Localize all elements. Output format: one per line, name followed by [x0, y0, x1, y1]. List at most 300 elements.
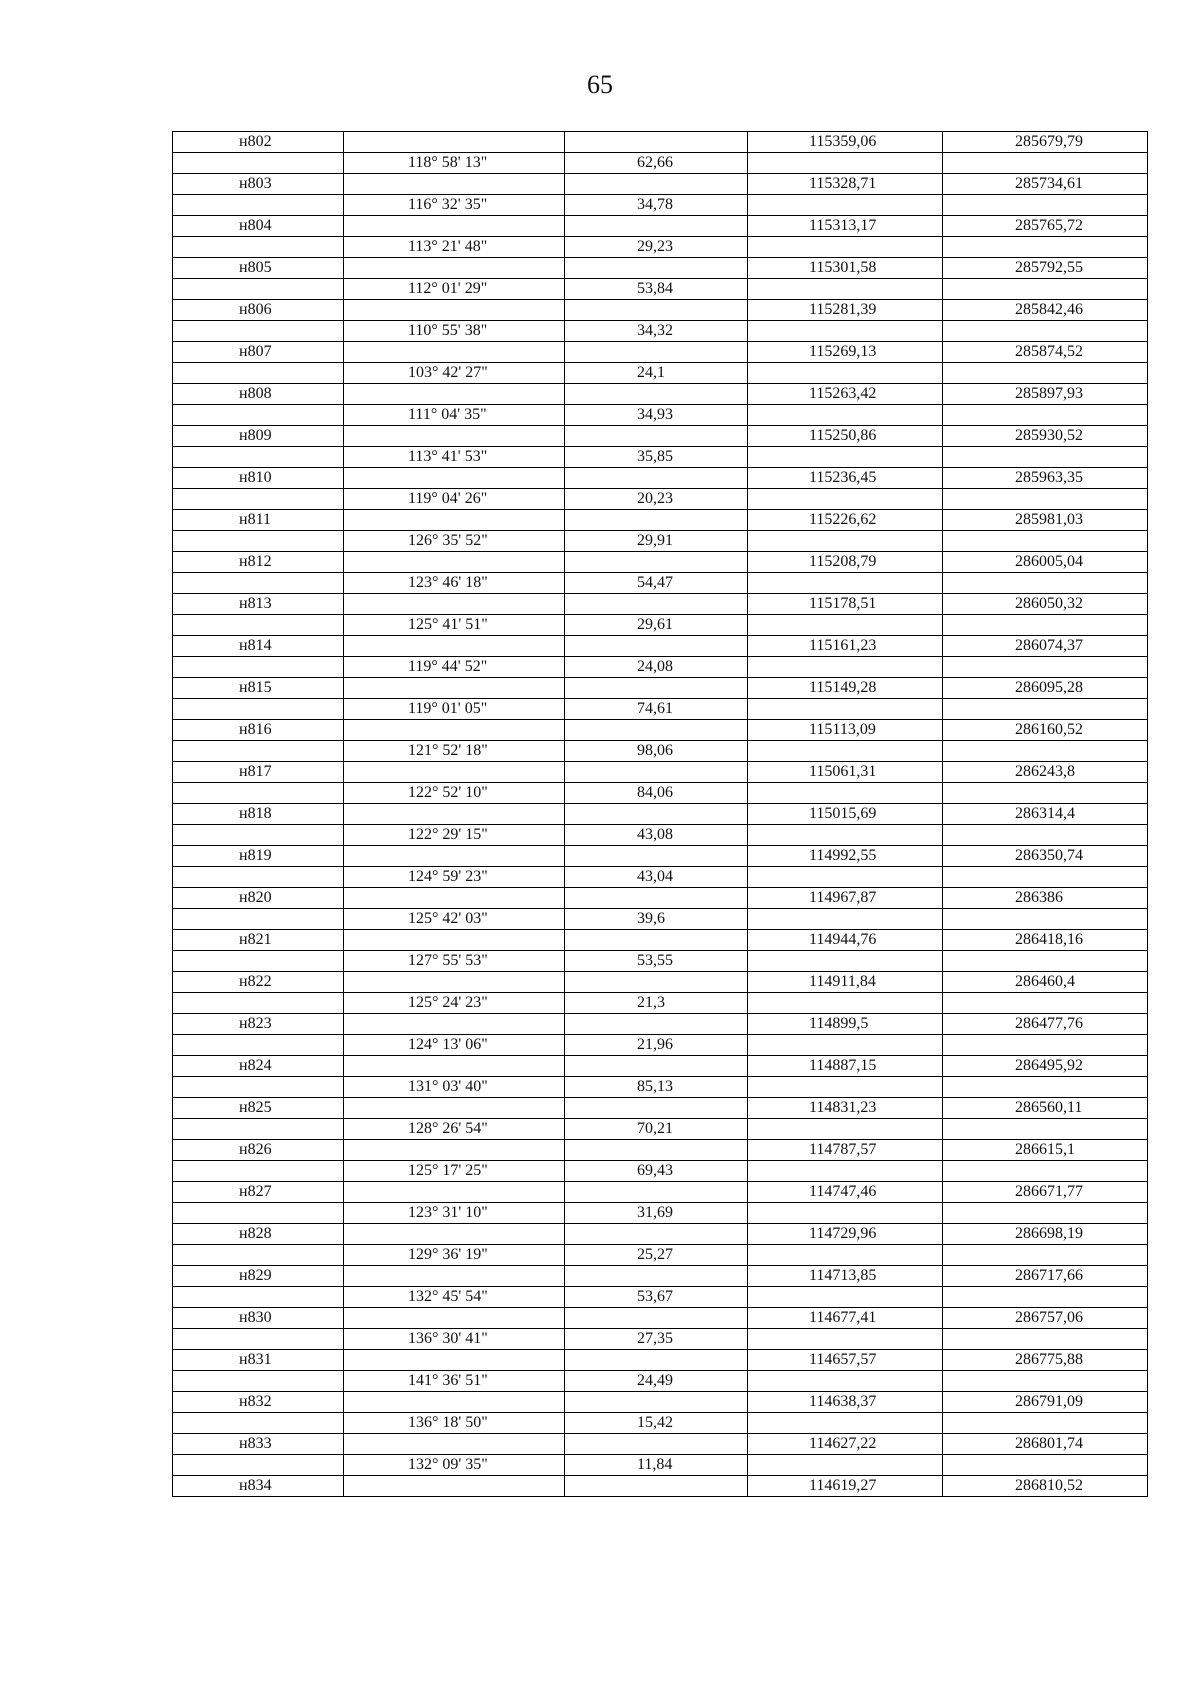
empty-cell: [344, 174, 565, 195]
point-row: [173, 1182, 1148, 1203]
segment-distance: 74,61: [565, 699, 748, 720]
empty-cell: [173, 1245, 344, 1266]
empty-cell: [943, 237, 1148, 258]
segment-angle: 123° 31' 10": [344, 1203, 565, 1224]
empty-cell: [173, 825, 344, 846]
segment-row: [173, 153, 1148, 174]
point-name: н802: [173, 132, 344, 153]
empty-cell: [173, 783, 344, 804]
segment-row: [173, 279, 1148, 300]
empty-cell: [344, 888, 565, 909]
segment-row: [173, 489, 1148, 510]
segment-angle: 119° 04' 26": [344, 489, 565, 510]
segment-distance: 34,32: [565, 321, 748, 342]
empty-cell: [943, 1119, 1148, 1140]
empty-cell: [344, 972, 565, 993]
empty-cell: [173, 1203, 344, 1224]
empty-cell: [748, 363, 943, 384]
segment-row: [173, 1329, 1148, 1350]
point-name: н808: [173, 384, 344, 405]
segment-distance: 53,55: [565, 951, 748, 972]
point-name: н813: [173, 594, 344, 615]
empty-cell: [943, 909, 1148, 930]
empty-cell: [943, 993, 1148, 1014]
point-row: [173, 1266, 1148, 1287]
empty-cell: [748, 153, 943, 174]
segment-row: [173, 1413, 1148, 1434]
point-row: [173, 846, 1148, 867]
point-y: 286095,28: [943, 678, 1148, 699]
point-name: н826: [173, 1140, 344, 1161]
point-row: [173, 258, 1148, 279]
segment-distance: 24,08: [565, 657, 748, 678]
segment-distance: 69,43: [565, 1161, 748, 1182]
empty-cell: [565, 132, 748, 153]
point-x: 114747,46: [748, 1182, 943, 1203]
point-y: 286671,77: [943, 1182, 1148, 1203]
point-y: 286615,1: [943, 1140, 1148, 1161]
empty-cell: [173, 1119, 344, 1140]
segment-angle: 103° 42' 27": [344, 363, 565, 384]
empty-cell: [943, 531, 1148, 552]
segment-row: [173, 405, 1148, 426]
point-row: [173, 1308, 1148, 1329]
empty-cell: [565, 258, 748, 279]
segment-angle: 122° 52' 10": [344, 783, 565, 804]
empty-cell: [943, 699, 1148, 720]
point-x: 114619,27: [748, 1476, 943, 1497]
point-x: 114787,57: [748, 1140, 943, 1161]
segment-angle: 141° 36' 51": [344, 1371, 565, 1392]
point-y: 286350,74: [943, 846, 1148, 867]
point-row: [173, 342, 1148, 363]
point-y: 286386: [943, 888, 1148, 909]
empty-cell: [748, 531, 943, 552]
point-name: н816: [173, 720, 344, 741]
point-row: [173, 972, 1148, 993]
point-y: 285930,52: [943, 426, 1148, 447]
point-row: [173, 1014, 1148, 1035]
empty-cell: [748, 1329, 943, 1350]
empty-cell: [565, 384, 748, 405]
empty-cell: [565, 468, 748, 489]
segment-angle: 124° 59' 23": [344, 867, 565, 888]
segment-distance: 43,04: [565, 867, 748, 888]
empty-cell: [943, 1161, 1148, 1182]
point-x: 115226,62: [748, 510, 943, 531]
segment-row: [173, 825, 1148, 846]
empty-cell: [943, 153, 1148, 174]
empty-cell: [748, 867, 943, 888]
segment-distance: 84,06: [565, 783, 748, 804]
point-name: н819: [173, 846, 344, 867]
empty-cell: [943, 321, 1148, 342]
segment-angle: 118° 58' 13": [344, 153, 565, 174]
point-row: [173, 1476, 1148, 1497]
empty-cell: [344, 384, 565, 405]
point-row: [173, 1140, 1148, 1161]
segment-distance: 24,1: [565, 363, 748, 384]
empty-cell: [943, 195, 1148, 216]
point-row: [173, 888, 1148, 909]
segment-angle: 116° 32' 35": [344, 195, 565, 216]
segment-angle: 124° 13' 06": [344, 1035, 565, 1056]
empty-cell: [344, 300, 565, 321]
segment-row: [173, 1119, 1148, 1140]
point-name: н807: [173, 342, 344, 363]
point-y: 285897,93: [943, 384, 1148, 405]
segment-angle: 119° 44' 52": [344, 657, 565, 678]
point-y: 286460,4: [943, 972, 1148, 993]
empty-cell: [344, 930, 565, 951]
empty-cell: [565, 888, 748, 909]
point-y: 286005,04: [943, 552, 1148, 573]
empty-cell: [748, 783, 943, 804]
point-y: 286698,19: [943, 1224, 1148, 1245]
point-y: 285981,03: [943, 510, 1148, 531]
empty-cell: [748, 1371, 943, 1392]
point-name: н829: [173, 1266, 344, 1287]
empty-cell: [173, 447, 344, 468]
empty-cell: [344, 1224, 565, 1245]
empty-cell: [565, 972, 748, 993]
empty-cell: [943, 1035, 1148, 1056]
empty-cell: [565, 216, 748, 237]
empty-cell: [344, 1392, 565, 1413]
point-name: н832: [173, 1392, 344, 1413]
segment-row: [173, 1035, 1148, 1056]
point-x: 114677,41: [748, 1308, 943, 1329]
empty-cell: [565, 762, 748, 783]
empty-cell: [943, 1371, 1148, 1392]
segment-distance: 29,23: [565, 237, 748, 258]
segment-angle: 111° 04' 35": [344, 405, 565, 426]
empty-cell: [344, 258, 565, 279]
point-row: [173, 720, 1148, 741]
segment-row: [173, 993, 1148, 1014]
point-y: 285874,52: [943, 342, 1148, 363]
empty-cell: [748, 405, 943, 426]
empty-cell: [344, 468, 565, 489]
empty-cell: [173, 195, 344, 216]
empty-cell: [565, 1140, 748, 1161]
empty-cell: [565, 300, 748, 321]
segment-angle: 112° 01' 29": [344, 279, 565, 300]
point-x: 114887,15: [748, 1056, 943, 1077]
point-y: 285792,55: [943, 258, 1148, 279]
point-row: [173, 216, 1148, 237]
empty-cell: [748, 951, 943, 972]
point-name: н831: [173, 1350, 344, 1371]
segment-distance: 43,08: [565, 825, 748, 846]
page-number: 65: [587, 70, 613, 99]
segment-angle: 125° 24' 23": [344, 993, 565, 1014]
empty-cell: [748, 699, 943, 720]
empty-cell: [565, 636, 748, 657]
empty-cell: [748, 447, 943, 468]
empty-cell: [344, 1014, 565, 1035]
empty-cell: [344, 1434, 565, 1455]
segment-distance: 85,13: [565, 1077, 748, 1098]
empty-cell: [748, 1413, 943, 1434]
point-row: [173, 132, 1148, 153]
point-y: 285963,35: [943, 468, 1148, 489]
segment-angle: 136° 18' 50": [344, 1413, 565, 1434]
segment-distance: 25,27: [565, 1245, 748, 1266]
segment-distance: 29,91: [565, 531, 748, 552]
point-x: 115208,79: [748, 552, 943, 573]
empty-cell: [173, 153, 344, 174]
point-x: 114967,87: [748, 888, 943, 909]
empty-cell: [748, 1287, 943, 1308]
point-x: 114638,37: [748, 1392, 943, 1413]
point-name: н806: [173, 300, 344, 321]
empty-cell: [173, 699, 344, 720]
empty-cell: [943, 1287, 1148, 1308]
segment-angle: 125° 41' 51": [344, 615, 565, 636]
empty-cell: [173, 867, 344, 888]
point-x: 115161,23: [748, 636, 943, 657]
point-name: н833: [173, 1434, 344, 1455]
point-name: н823: [173, 1014, 344, 1035]
point-name: н809: [173, 426, 344, 447]
segment-distance: 34,78: [565, 195, 748, 216]
point-x: 114657,57: [748, 1350, 943, 1371]
empty-cell: [565, 1224, 748, 1245]
segment-distance: 29,61: [565, 615, 748, 636]
point-x: 115328,71: [748, 174, 943, 195]
empty-cell: [173, 573, 344, 594]
empty-cell: [344, 1140, 565, 1161]
empty-cell: [748, 1077, 943, 1098]
empty-cell: [943, 783, 1148, 804]
segment-distance: 39,6: [565, 909, 748, 930]
empty-cell: [173, 1329, 344, 1350]
segment-row: [173, 1371, 1148, 1392]
point-x: 115269,13: [748, 342, 943, 363]
point-y: 286757,06: [943, 1308, 1148, 1329]
segment-angle: 122° 29' 15": [344, 825, 565, 846]
empty-cell: [173, 405, 344, 426]
point-row: [173, 1350, 1148, 1371]
point-name: н825: [173, 1098, 344, 1119]
point-row: [173, 1098, 1148, 1119]
point-name: н811: [173, 510, 344, 531]
segment-angle: 125° 42' 03": [344, 909, 565, 930]
empty-cell: [565, 720, 748, 741]
empty-cell: [173, 1371, 344, 1392]
empty-cell: [344, 510, 565, 531]
empty-cell: [943, 657, 1148, 678]
point-y: 286418,16: [943, 930, 1148, 951]
empty-cell: [173, 909, 344, 930]
point-row: [173, 1056, 1148, 1077]
segment-distance: 21,96: [565, 1035, 748, 1056]
segment-row: [173, 909, 1148, 930]
point-y: 285679,79: [943, 132, 1148, 153]
point-x: 115061,31: [748, 762, 943, 783]
segment-row: [173, 657, 1148, 678]
point-y: 286810,52: [943, 1476, 1148, 1497]
point-y: 285765,72: [943, 216, 1148, 237]
empty-cell: [565, 846, 748, 867]
empty-cell: [344, 342, 565, 363]
segment-distance: 11,84: [565, 1455, 748, 1476]
point-y: 286801,74: [943, 1434, 1148, 1455]
segment-row: [173, 1203, 1148, 1224]
point-row: [173, 762, 1148, 783]
segment-angle: 123° 46' 18": [344, 573, 565, 594]
segment-row: [173, 447, 1148, 468]
point-row: [173, 468, 1148, 489]
segment-angle: 125° 17' 25": [344, 1161, 565, 1182]
empty-cell: [173, 993, 344, 1014]
point-y: 286717,66: [943, 1266, 1148, 1287]
empty-cell: [565, 678, 748, 699]
point-y: 286050,32: [943, 594, 1148, 615]
segment-row: [173, 1287, 1148, 1308]
point-name: н828: [173, 1224, 344, 1245]
point-y: 286160,52: [943, 720, 1148, 741]
segment-row: [173, 1455, 1148, 1476]
point-x: 115178,51: [748, 594, 943, 615]
empty-cell: [943, 951, 1148, 972]
point-name: н804: [173, 216, 344, 237]
empty-cell: [748, 615, 943, 636]
empty-cell: [344, 1182, 565, 1203]
segment-row: [173, 1077, 1148, 1098]
point-row: [173, 384, 1148, 405]
point-x: 115313,17: [748, 216, 943, 237]
point-name: н827: [173, 1182, 344, 1203]
empty-cell: [565, 1350, 748, 1371]
segment-distance: 35,85: [565, 447, 748, 468]
segment-row: [173, 867, 1148, 888]
segment-distance: 27,35: [565, 1329, 748, 1350]
empty-cell: [565, 930, 748, 951]
point-x: 115236,45: [748, 468, 943, 489]
point-y: 286477,76: [943, 1014, 1148, 1035]
empty-cell: [943, 1077, 1148, 1098]
empty-cell: [748, 489, 943, 510]
point-x: 115113,09: [748, 720, 943, 741]
point-y: 286791,09: [943, 1392, 1148, 1413]
empty-cell: [173, 279, 344, 300]
point-y: 286495,92: [943, 1056, 1148, 1077]
segment-row: [173, 531, 1148, 552]
segment-angle: 132° 45' 54": [344, 1287, 565, 1308]
empty-cell: [943, 279, 1148, 300]
point-row: [173, 636, 1148, 657]
segment-row: [173, 363, 1148, 384]
point-name: н821: [173, 930, 344, 951]
empty-cell: [344, 1350, 565, 1371]
empty-cell: [565, 510, 748, 531]
point-x: 114944,76: [748, 930, 943, 951]
segment-angle: 119° 01' 05": [344, 699, 565, 720]
point-x: 114992,55: [748, 846, 943, 867]
empty-cell: [748, 573, 943, 594]
segment-distance: 21,3: [565, 993, 748, 1014]
point-name: н817: [173, 762, 344, 783]
empty-cell: [344, 216, 565, 237]
segment-distance: 70,21: [565, 1119, 748, 1140]
empty-cell: [748, 1035, 943, 1056]
point-row: [173, 1392, 1148, 1413]
segment-distance: 34,93: [565, 405, 748, 426]
point-row: [173, 426, 1148, 447]
segment-angle: 136° 30' 41": [344, 1329, 565, 1350]
point-name: н820: [173, 888, 344, 909]
empty-cell: [565, 1434, 748, 1455]
empty-cell: [344, 846, 565, 867]
empty-cell: [173, 1287, 344, 1308]
segment-row: [173, 783, 1148, 804]
empty-cell: [943, 867, 1148, 888]
point-y: 286775,88: [943, 1350, 1148, 1371]
empty-cell: [344, 594, 565, 615]
empty-cell: [748, 741, 943, 762]
empty-cell: [344, 720, 565, 741]
empty-cell: [173, 1035, 344, 1056]
empty-cell: [173, 1077, 344, 1098]
empty-cell: [565, 1266, 748, 1287]
point-y: 286074,37: [943, 636, 1148, 657]
coordinates-table: [172, 131, 1148, 1497]
segment-row: [173, 237, 1148, 258]
empty-cell: [943, 1245, 1148, 1266]
empty-cell: [748, 909, 943, 930]
point-x: 115263,42: [748, 384, 943, 405]
segment-distance: 98,06: [565, 741, 748, 762]
empty-cell: [565, 594, 748, 615]
segment-row: [173, 699, 1148, 720]
segment-distance: 24,49: [565, 1371, 748, 1392]
point-x: 114831,23: [748, 1098, 943, 1119]
empty-cell: [173, 741, 344, 762]
empty-cell: [943, 363, 1148, 384]
empty-cell: [173, 363, 344, 384]
point-x: 115281,39: [748, 300, 943, 321]
empty-cell: [943, 1329, 1148, 1350]
segment-distance: 31,69: [565, 1203, 748, 1224]
empty-cell: [344, 552, 565, 573]
point-x: 114911,84: [748, 972, 943, 993]
empty-cell: [748, 657, 943, 678]
segment-angle: 126° 35' 52": [344, 531, 565, 552]
empty-cell: [344, 1056, 565, 1077]
point-x: 114899,5: [748, 1014, 943, 1035]
point-x: 115250,86: [748, 426, 943, 447]
point-row: [173, 300, 1148, 321]
point-x: 114729,96: [748, 1224, 943, 1245]
empty-cell: [748, 1119, 943, 1140]
segment-angle: 129° 36' 19": [344, 1245, 565, 1266]
segment-row: [173, 615, 1148, 636]
point-y: 285842,46: [943, 300, 1148, 321]
point-row: [173, 1434, 1148, 1455]
empty-cell: [943, 1413, 1148, 1434]
empty-cell: [748, 237, 943, 258]
empty-cell: [565, 342, 748, 363]
empty-cell: [943, 1455, 1148, 1476]
point-name: н812: [173, 552, 344, 573]
point-y: 286314,4: [943, 804, 1148, 825]
empty-cell: [344, 1308, 565, 1329]
empty-cell: [748, 1161, 943, 1182]
point-name: н822: [173, 972, 344, 993]
empty-cell: [943, 1203, 1148, 1224]
